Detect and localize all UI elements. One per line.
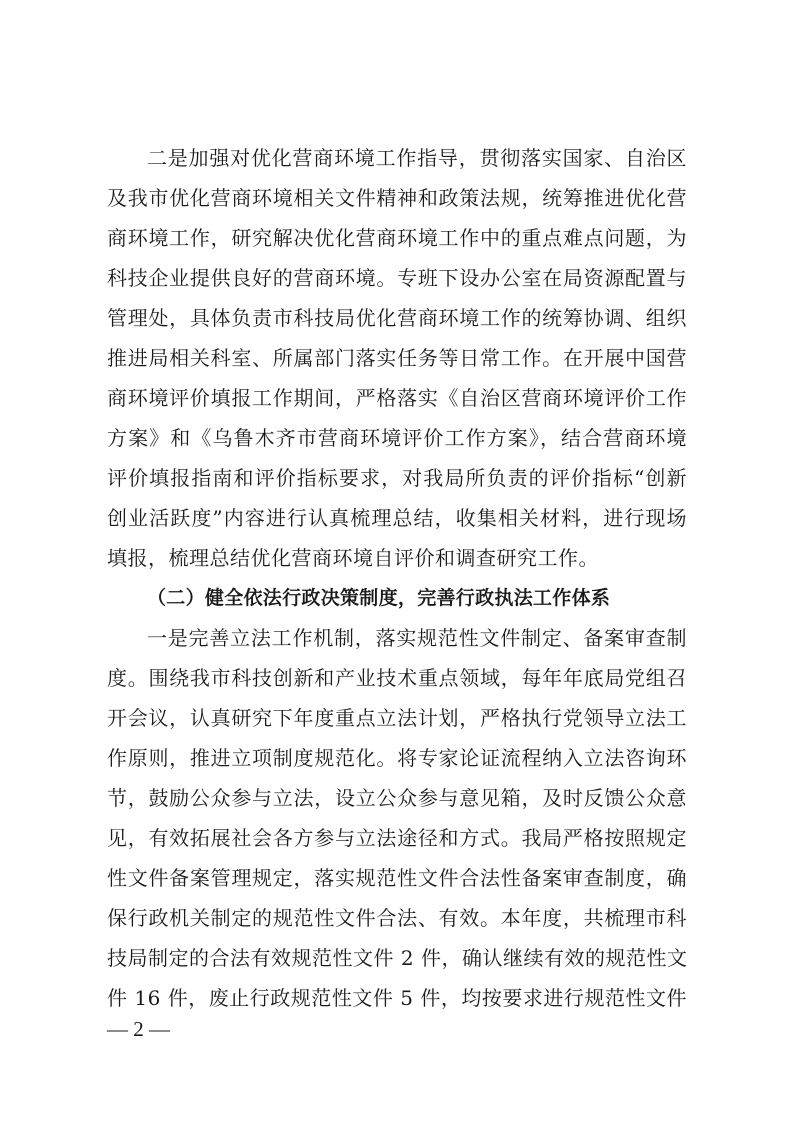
paragraph-2-line-5: 节，鼓励公众参与立法，设立公众参与意见箱，及时反馈公众意	[107, 786, 687, 810]
paragraph-1-line-5: 管理处，具体负责市科技局优化营商环境工作的统筹协调、组织	[107, 306, 687, 330]
paragraph-1-line-11: 填报，梳理总结优化营商环境自评价和调查研究工作。	[107, 546, 599, 570]
paragraph-2-line-6: 见，有效拓展社会各方参与立法途径和方式。我局严格按照规定	[107, 826, 687, 850]
section-heading: （二）健全依法行政决策制度，完善行政执法工作体系	[147, 587, 611, 609]
paragraph-1-line-1: 二是加强对优化营商环境工作指导，贯彻落实国家、自治区	[147, 146, 687, 170]
paragraph-1-line-10: 创业活跃度”内容进行认真梳理总结，收集相关材料，进行现场	[107, 506, 687, 530]
paragraph-2-line-2: 度。围绕我市科技创新和产业技术重点领域，每年年底局党组召	[107, 666, 687, 690]
paragraph-1-line-4: 科技企业提供良好的营商环境。专班下设办公室在局资源配置与	[107, 266, 687, 290]
page-number: — 2 —	[107, 1017, 170, 1041]
paragraph-1-line-3: 商环境工作，研究解决优化营商环境工作中的重点难点问题，为	[107, 226, 687, 250]
paragraph-1-line-2: 及我市优化营商环境相关文件精神和政策法规，统筹推进优化营	[107, 186, 687, 210]
paragraph-1-line-8: 方案》和《乌鲁木齐市营商环境评价工作方案》，结合营商环境	[107, 426, 687, 450]
paragraph-1-line-9: 评价填报指南和评价指标要求，对我局所负责的评价指标“创新	[107, 466, 687, 490]
paragraph-2-line-7: 性文件备案管理规定，落实规范性文件合法性备案审查制度，确	[107, 866, 687, 890]
paragraph-2-line-10: 件 16 件，废止行政规范性文件 5 件，均按要求进行规范性文件	[107, 986, 687, 1010]
paragraph-1-line-7: 商环境评价填报工作期间，严格落实《自治区营商环境评价工作	[107, 386, 687, 410]
paragraph-2-line-4: 作原则，推进立项制度规范化。将专家论证流程纳入立法咨询环	[107, 746, 687, 770]
paragraph-2-line-3: 开会议，认真研究下年度重点立法计划，严格执行党领导立法工	[107, 706, 687, 730]
paragraph-1-line-6: 推进局相关科室、所属部门落实任务等日常工作。在开展中国营	[107, 346, 687, 370]
paragraph-2-line-9: 技局制定的合法有效规范性文件 2 件，确认继续有效的规范性文	[107, 946, 688, 970]
paragraph-2-line-1: 一是完善立法工作机制，落实规范性文件制定、备案审查制	[147, 626, 687, 650]
paragraph-2-line-8: 保行政机关制定的规范性文件合法、有效。本年度，共梳理市科	[107, 906, 687, 930]
